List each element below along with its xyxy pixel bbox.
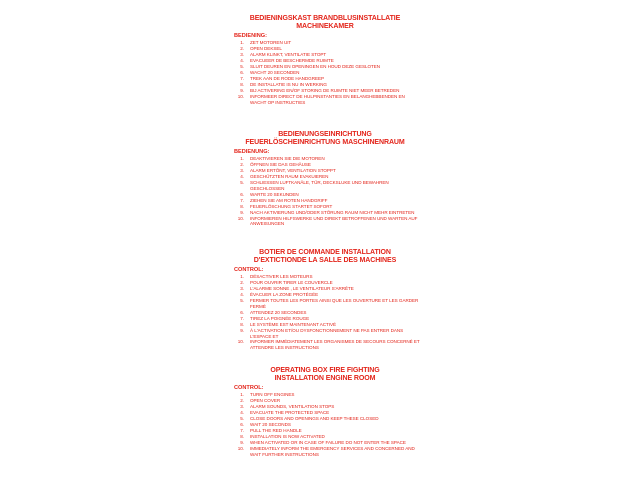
step-text: EVACUEER DE BESCHERMDE RUIMTE: [250, 57, 334, 63]
steps-list: [230, 40, 420, 105]
step-number: 9.: [240, 439, 244, 445]
step-text: BIJ ACTIVERING EN/OF STORING DE RUIMTE NIET MEER BETREDEN: [250, 87, 400, 93]
step-text: ALARM KLINKT, VENTILATIE STOPT: [250, 51, 327, 57]
section-title-line-2: D'EXTICTIONDE LA SALLE DES MACHINES: [253, 255, 397, 264]
step-number: 3.: [240, 167, 244, 173]
step-text: ATTENDEZ 20 SECONDES: [250, 309, 307, 315]
section-title-line-2: INSTALLATION ENGINE ROOM: [274, 373, 376, 382]
step-number: 2.: [240, 397, 244, 403]
section-title-line-1: BOTIER DE COMMANDE INSTALLATION: [259, 247, 391, 256]
step-number: 4.: [240, 57, 244, 63]
section-label: BEDIENING:: [234, 33, 267, 39]
step-number: 1.: [240, 274, 244, 279]
section-german: [230, 130, 420, 227]
step-text: L'ALARME SONNE , LE VENTILATEUR S'ARRÊTE: [250, 285, 354, 291]
step-text: CLOSE DOORS AND OPENINGS AND KEEP THESE CLOSED: [250, 415, 379, 421]
step-text: PULL THE RED HANDLE: [250, 427, 302, 433]
step-number: 8.: [240, 81, 244, 87]
step-number: 2.: [240, 279, 244, 285]
step-text: LE SYSTÈME EST MAINTENANT ACTIVÉ: [250, 321, 337, 327]
step-number: 10.: [237, 445, 244, 451]
step-text: WARTE 20 SEKUNDEN: [250, 191, 299, 197]
step-number: 7.: [240, 427, 244, 433]
steps-list: [230, 156, 420, 227]
step-number: 3.: [240, 285, 244, 291]
section-label: CONTROL:: [234, 385, 264, 391]
step-text: ALARM ERTÖNT, VENTILATION STOPPT: [250, 167, 336, 173]
step-number: 10.: [237, 339, 244, 345]
steps-list: [230, 274, 420, 351]
step-number: 7.: [240, 315, 244, 321]
section-label: BEDIENUNG:: [234, 149, 270, 155]
step-text: WHEN ACTIVATED OR IN CASE OF FAILURE DO NOT ENTER THE SPACE: [250, 439, 406, 445]
step-text: TURN OFF ENGINES: [250, 392, 295, 397]
step-item: [230, 216, 420, 228]
step-number: 8.: [240, 321, 244, 327]
step-text: TIREZ LA POIGNÉE ROUGE: [250, 315, 310, 321]
step-number: 6.: [240, 421, 244, 427]
step-number: 10.: [237, 93, 244, 99]
steps-list: [230, 392, 420, 457]
step-text: FERMER TOUTES LES PORTES AINSI QUE LES OUVERTURE ET LES GARDER FERMÉ: [250, 297, 419, 309]
step-number: 8.: [240, 433, 244, 439]
step-text: INSTALLATION IS NOW ACTIVATED: [250, 433, 325, 439]
section-title: [235, 248, 416, 264]
step-number: 7.: [240, 75, 244, 81]
step-number: 4.: [240, 409, 244, 415]
step-number: 6.: [240, 309, 244, 315]
step-number: 10.: [237, 215, 244, 221]
section-french: [230, 248, 420, 351]
step-text: ZIEHEN SIE AM ROTEN HANDGRIFF: [250, 197, 328, 203]
step-number: 8.: [240, 203, 244, 209]
step-item: [230, 339, 420, 351]
step-text: ÉVACUER LA ZONE PROTÉGÉE: [250, 291, 319, 297]
section-title-line-1: BEDIENUNGSEINRICHTUNG: [278, 129, 372, 138]
step-item: [230, 180, 420, 192]
step-number: 7.: [240, 197, 244, 203]
step-text: TREK AAN DE RODE HANDGREEP: [250, 75, 325, 81]
step-number: 5.: [240, 63, 244, 69]
step-text: OPEN DEKSEL: [250, 45, 282, 51]
step-item: [230, 446, 420, 458]
step-number: 2.: [240, 45, 244, 51]
step-text: WACHT 20 SECONDEN: [250, 69, 300, 75]
section-title: [235, 14, 416, 30]
step-text: À L'ACTIVATION ET/OU DYSFONCTIONNEMENT NE PAS ENTRER DANS L'ESPACE ET: [250, 327, 404, 339]
step-text: SCHLIESSEN LUFTKANÄLE, TÜR, DECKSLUKE UND BEWAHREN GESCHLOSSEN: [250, 179, 389, 191]
step-number: 5.: [240, 179, 244, 185]
step-text: IMMEDIATELY INFORM THE EMERGENCY SERVICES AND CONCERNED AND WAIT FURTHER INSTRUCTIONS: [250, 445, 415, 457]
step-text: POUR OUVRIR TIRER LE COUVERCLE: [250, 279, 333, 285]
section-title: [235, 366, 416, 382]
step-text: NACH AKTIVIERUNG UND/ODER STÖRUNG RAUM NICHT MEHR EINTRETEN: [250, 209, 415, 215]
step-number: 3.: [240, 403, 244, 409]
step-number: 9.: [240, 327, 244, 333]
step-text: ALARM SOUNDS, VENTILATION STOPS: [250, 403, 335, 409]
section-english: [230, 366, 420, 457]
step-number: 9.: [240, 87, 244, 93]
step-text: EVACUATE THE PROTECTED SPACE: [250, 409, 330, 415]
step-number: 1.: [240, 40, 244, 45]
step-number: 1.: [240, 392, 244, 397]
step-text: SLUIT DEUREN EN OPENINGEN EN HOUD DEZE GESLOTEN: [250, 63, 381, 69]
step-number: 5.: [240, 297, 244, 303]
step-item: [230, 328, 420, 340]
step-number: 3.: [240, 51, 244, 57]
step-number: 9.: [240, 209, 244, 215]
step-item: [230, 94, 420, 106]
section-dutch: [230, 14, 420, 105]
section-title-line-1: BEDIENINGSKAST BRANDBLUSINSTALLATIE: [249, 13, 401, 22]
step-number: 4.: [240, 173, 244, 179]
step-number: 2.: [240, 161, 244, 167]
step-number: 5.: [240, 415, 244, 421]
step-text: DÉSACTIVER LES MOTEURS: [250, 274, 313, 279]
step-text: WAIT 20 SECONDS: [250, 421, 291, 427]
section-title-line-2: FEUERLÖSCHEINRICHTUNG MASCHINENRAUM: [245, 137, 405, 146]
step-number: 1.: [240, 156, 244, 161]
step-text: GESCHÜTZTEN RAUM EVAKUIEREN: [250, 173, 329, 179]
step-text: OPEN COVER: [250, 397, 281, 403]
section-title-line-1: OPERATING BOX FIRE FIGHTING: [270, 365, 380, 374]
step-text: DE INSTALLATIE IS NU IN WERKING: [250, 81, 327, 87]
step-text: ÖFFNEN SIE DAS GEHÄUSE: [250, 161, 311, 167]
step-number: 4.: [240, 291, 244, 297]
step-text: DEAKTIVIEREN SIE DIE MOTOREN: [250, 156, 325, 161]
instruction-sign: [230, 14, 420, 469]
step-text: INFORMEER DIRECT DE HULPINSTANTIES EN BELANGHEBBENDEN EN WACHT OP INSTRUCTIES: [250, 93, 405, 105]
step-text: FEUERLÖSCHUNG STARTET SOFORT: [250, 203, 333, 209]
step-text: INFORMIEREN HILFSWERKE UND DIREKT BETROFFENEN UND WARTEN AUF ANWEISUNGEN: [250, 215, 418, 227]
section-label: CONTROL:: [234, 267, 264, 273]
step-number: 6.: [240, 191, 244, 197]
step-item: [230, 298, 420, 310]
step-number: 6.: [240, 69, 244, 75]
section-title-line-2: MACHINEKAMER: [296, 21, 354, 30]
section-title: [235, 130, 416, 146]
step-text: INFORMER IMMÉDIATEMENT LES ORGANISMES DE SECOURS CONCERNÉ ET ATTENDRE LES INSTRUCTIONS: [250, 339, 420, 351]
step-text: ZET MOTOREN UIT: [250, 40, 292, 45]
